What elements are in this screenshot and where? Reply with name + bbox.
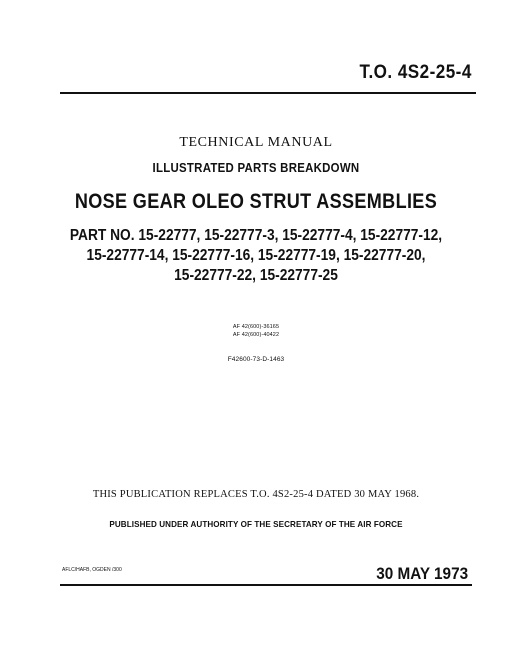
publication-date: 30 MAY 1973 — [376, 564, 468, 583]
ipb-subtitle: ILLUSTRATED PARTS BREAKDOWN — [152, 160, 360, 175]
bottom-rule — [60, 584, 472, 586]
part-number-line: 15-22777-14, 15-22777-16, 15-22777-19, 15-22777-20, — [86, 247, 426, 264]
top-rule — [60, 92, 476, 94]
main-title: NOSE GEAR OLEO STRUT ASSEMBLIES — [74, 190, 438, 213]
contract-code: AF 42(600)-36165 — [232, 324, 280, 330]
authority-notice: PUBLISHED UNDER AUTHORITY OF THE SECRETARY OF THE AIR FORCE — [109, 519, 403, 529]
part-number-line: 15-22777-22, 15-22777-25 — [174, 267, 338, 284]
part-number-line: PART NO. 15-22777, 15-22777-3, 15-22777-4, 15-22777-12, — [69, 227, 443, 244]
to-number: T.O. 4S2-25-4 — [359, 62, 472, 83]
print-code: AFLC/HAFB, OGDEN /300 — [62, 567, 122, 573]
contract-code: AF 42(600)-40422 — [232, 332, 280, 338]
replaces-notice: THIS PUBLICATION REPLACES T.O. 4S2-25-4 DATED 30 MAY 1968. — [92, 489, 420, 500]
technical-manual-heading: TECHNICAL MANUAL — [179, 135, 333, 150]
contract-code: F42600-73-D-1463 — [227, 356, 285, 363]
